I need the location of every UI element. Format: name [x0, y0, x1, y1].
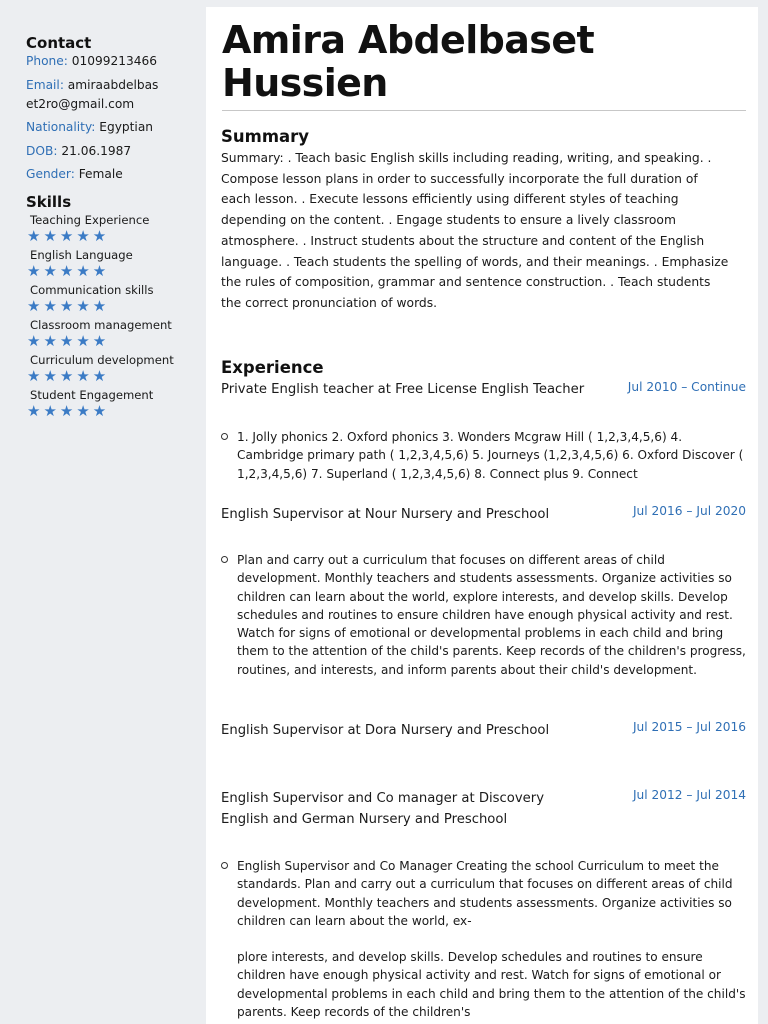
skill-name: Classroom management [30, 318, 172, 332]
gender-value: Female [78, 167, 123, 181]
header-divider [222, 110, 746, 111]
job-bullet-text: 1. Jolly phonics 2. Oxford phonics 3. Wonders Mcgraw Hill ( 1,2,3,4,5,6) 4. Cambridge primary path ( 1,2,3,4,5,6) 5. Journeys (1,2,3,4,5,6) 6. Oxford Discover ( 1,2,3,4,5,6) 7. Superland ( 1,2,3,4,5,6) 8. Connect plus 9. Connect [237, 430, 744, 481]
job-title: English Supervisor at Dora Nursery and Preschool [221, 723, 550, 738]
nationality-value: Egyptian [99, 120, 154, 134]
email-value-part2[interactable]: et2ro@gmail.com [26, 97, 135, 111]
skill-rating-stars: ★★★★★ [27, 367, 110, 385]
skill-rating-stars: ★★★★★ [27, 297, 110, 315]
summary-text: Summary: . Teach basic English skills including reading, writing, and speaking. . Compose lesson plans in order to successfully incorporate the full duration of each lesson. . Execute lessons efficiently using different styles of teaching depending on the content. . Engage students to ensure a lively classroom atmosphere. . Instruct students about the structure and content of the English language. . Teach students the spelling of words, and their meanings. . Emphasize the rules of composition, grammar and sentence construction. . Teach students the correct pronunciation of words. [221, 151, 729, 310]
skill-name: English Language [30, 248, 133, 262]
experience-heading: Experience [221, 358, 324, 377]
gender-label: Gender: [26, 167, 75, 181]
bullet-marker [221, 433, 228, 440]
bullet-marker [221, 556, 228, 563]
job-bullet-continued [221, 948, 746, 1021]
summary-heading: Summary [221, 127, 310, 146]
skill-name: Student Engagement [30, 388, 154, 402]
dob-value: 21.06.1987 [61, 144, 132, 158]
skill-name: Communication skills [30, 283, 154, 297]
skill-rating-stars: ★★★★★ [27, 262, 110, 280]
gender-row [26, 166, 123, 183]
candidate-name [222, 19, 742, 105]
name-line-1: Amira Abdelbaset [222, 18, 595, 62]
job-bullet-text: English Supervisor and Co Manager Creating the school Curriculum to meet the standards. Plan and carry out a curriculum that focuses on different areas of child development. Monthly teachers and students assessments. Organize activities so children can learn about the world, ex- [237, 859, 733, 928]
job-bullet-text-continued: plore interests, and develop skills. Develop schedules and routines to ensure children have enough physical activity and rest. Watch for signs of emotional or developmental problems in each child and bring them to the attention of the child's parents. Keep records of the children's [237, 950, 746, 1019]
skill-rating-stars: ★★★★★ [27, 332, 110, 350]
bullet-marker [221, 862, 228, 869]
job-dates: Jul 2015 – Jul 2016 [632, 720, 746, 734]
nationality-row [26, 119, 153, 136]
job-bullet-text: Plan and carry out a curriculum that focuses on different areas of child development. Monthly teachers and students assessments. Organize activities so children can learn about the world, explore interests, and develop skills. Develop schedules and routines to ensure children have enough physical activity and rest. Watch for signs of emotional or developmental problems in each child and bring them to the attention of the child's parents. Keep records of the children's progress, routines, and interests, and inform parents about their child's development. [237, 553, 746, 677]
phone-row [26, 53, 157, 70]
job-dates: Jul 2016 – Jul 2020 [632, 504, 746, 518]
main-content [206, 7, 758, 1024]
skill-name: Curriculum development [30, 353, 174, 367]
job-bullet [221, 857, 746, 930]
skill-name: Teaching Experience [30, 213, 150, 227]
job-title: English Supervisor at Nour Nursery and Preschool [221, 507, 550, 522]
skill-rating-stars: ★★★★★ [27, 227, 110, 245]
job-bullet [221, 428, 746, 483]
email-label: Email: [26, 78, 64, 92]
job-bullet [221, 551, 746, 679]
dob-row [26, 143, 131, 160]
name-line-2: Hussien [222, 61, 388, 105]
skill-rating-stars: ★★★★★ [27, 402, 110, 420]
job-title: Private English teacher at Free License English Teacher [221, 382, 585, 397]
contact-heading: Contact [26, 34, 92, 52]
job-dates: Jul 2010 – Continue [627, 380, 746, 394]
sidebar [0, 0, 205, 1024]
job-dates: Jul 2012 – Jul 2014 [632, 788, 746, 802]
email-value-part1[interactable]: amiraabdelbas [67, 78, 159, 92]
dob-label: DOB: [26, 144, 58, 158]
email-row [26, 77, 158, 94]
skills-heading: Skills [26, 193, 72, 211]
phone-value[interactable]: 01099213466 [71, 54, 158, 68]
nationality-label: Nationality: [26, 120, 96, 134]
phone-label: Phone: [26, 54, 68, 68]
job-title: English Supervisor and Co manager at Discovery English and German Nursery and Preschool [221, 791, 544, 827]
